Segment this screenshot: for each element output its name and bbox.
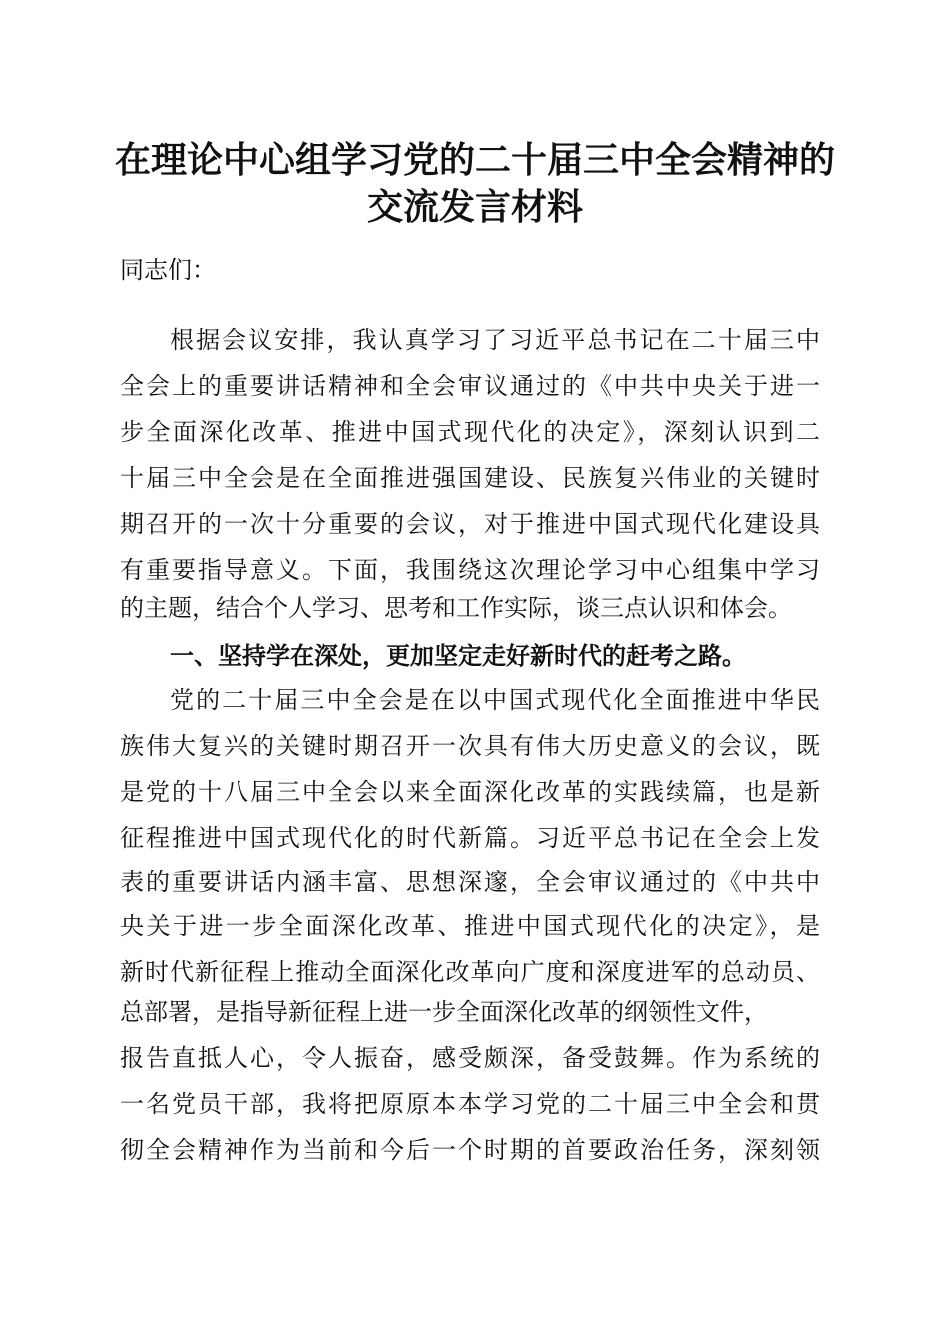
paragraph-line: 是党的十八届三中全会以来全面深化改革的实践续篇，也是新 xyxy=(120,778,820,806)
paragraph-line: 期召开的一次十分重要的会议，对于推进中国式现代化建设具 xyxy=(120,510,820,538)
section-heading: 一、坚持学在深处，更加坚定走好新时代的赶考之路。 xyxy=(170,642,746,670)
paragraph-line: 族伟大复兴的关键时期召开一次具有伟大历史意义的会议，既 xyxy=(120,732,820,760)
paragraph-line: 央关于进一步全面深化改革、推进中国式现代化的决定》，是 xyxy=(120,912,820,940)
document-title-line-2: 交流发言材料 xyxy=(366,186,583,228)
paragraph-line: 总部署，是指导新征程上进一步全面深化改革的纲领性文件， xyxy=(120,998,768,1026)
paragraph-line: 新时代新征程上推动全面深化改革向广度和深度进军的总动员、 xyxy=(120,958,820,986)
paragraph-line: 报告直抵人心，令人振奋，感受颇深，备受鼓舞。作为系统的 xyxy=(120,1044,820,1072)
paragraph-line: 有重要指导意义。下面，我围绕这次理论学习中心组集中学习 xyxy=(120,556,820,584)
paragraph-line: 表的重要讲话内涵丰富、思想深邃，全会审议通过的《中共中 xyxy=(120,868,820,896)
document-title-line-1: 在理论中心组学习党的二十届三中全会精神的 xyxy=(114,139,835,181)
paragraph-line: 全会上的重要讲话精神和全会审议通过的《中共中央关于进一 xyxy=(120,372,820,400)
paragraph-line: 一名党员干部，我将把原原本本学习党的二十届三中全会和贯 xyxy=(120,1090,820,1118)
paragraph-line: 党的二十届三中全会是在以中国式现代化全面推进中华民 xyxy=(170,686,820,714)
paragraph-line: 征程推进中国式现代化的时代新篇。习近平总书记在全会上发 xyxy=(120,824,820,852)
salutation: 同志们： xyxy=(120,256,216,284)
paragraph-line: 十届三中全会是在全面推进强国建设、民族复兴伟业的关键时 xyxy=(120,464,820,492)
paragraph-line: 步全面深化改革、推进中国式现代化的决定》，深刻认识到二 xyxy=(120,418,820,446)
paragraph-line: 的主题，结合个人学习、思考和工作实际，谈三点认识和体会。 xyxy=(120,594,792,622)
paragraph-line: 根据会议安排，我认真学习了习近平总书记在二十届三中 xyxy=(170,326,820,354)
paragraph-line: 彻全会精神作为当前和今后一个时期的首要政治任务，深刻领 xyxy=(120,1136,820,1164)
